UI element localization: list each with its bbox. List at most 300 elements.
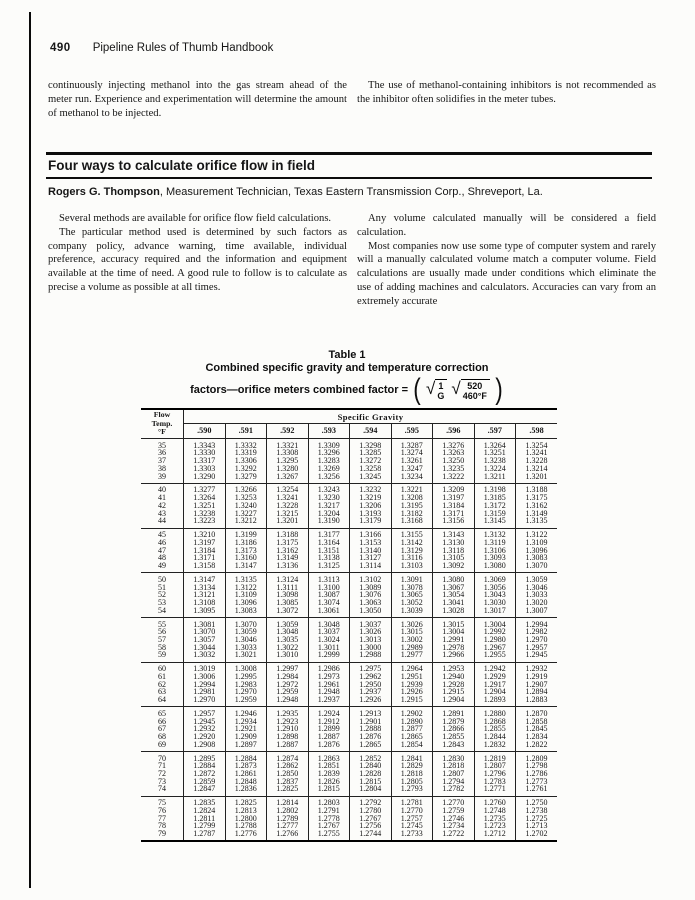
factor-cell: 1.2746 bbox=[433, 815, 475, 823]
factor-cell: 1.3059 bbox=[516, 573, 558, 584]
factor-cell: 1.2972 bbox=[267, 681, 309, 689]
factor-cell: 1.2776 bbox=[225, 830, 267, 841]
factor-cell: 1.3241 bbox=[267, 494, 309, 502]
factor-cell: 1.3083 bbox=[516, 554, 558, 562]
article-paragraph: The particular method used is determined by such factors as company policy, advance warning, time available, individual preference, accuracy required and the information and equipment available at the time of need. A good rule to follow is to calculate as precise a volume as possible at all times. bbox=[48, 226, 347, 293]
factor-cell: 1.3228 bbox=[516, 457, 558, 465]
factor-cell: 1.3155 bbox=[391, 528, 433, 539]
factor-cell: 1.3264 bbox=[184, 494, 226, 502]
factor-cell: 1.2826 bbox=[308, 778, 350, 786]
flow-temp-cell: 65 bbox=[141, 707, 184, 718]
factor-cell: 1.2977 bbox=[391, 651, 433, 662]
factor-cell: 1.2815 bbox=[350, 778, 392, 786]
factor-cell: 1.2884 bbox=[184, 762, 226, 770]
factor-cell: 1.2970 bbox=[225, 688, 267, 696]
factor-cell: 1.3030 bbox=[474, 599, 516, 607]
factor-cell: 1.2818 bbox=[391, 770, 433, 778]
factor-cell: 1.3147 bbox=[225, 562, 267, 573]
factor-cell: 1.3096 bbox=[516, 547, 558, 555]
factor-cell: 1.3201 bbox=[516, 473, 558, 484]
flow-temp-cell: 57 bbox=[141, 636, 184, 644]
table-row-group bbox=[141, 796, 557, 841]
factor-cell: 1.3243 bbox=[308, 483, 350, 494]
factor-cell: 1.2872 bbox=[184, 770, 226, 778]
factor-cell: 1.2957 bbox=[516, 644, 558, 652]
factor-cell: 1.2895 bbox=[184, 752, 226, 763]
factor-cell: 1.3070 bbox=[225, 617, 267, 628]
factor-cell: 1.3267 bbox=[267, 473, 309, 484]
factor-cell: 1.3078 bbox=[391, 584, 433, 592]
factor-cell: 1.3048 bbox=[308, 617, 350, 628]
factor-cell: 1.3026 bbox=[391, 617, 433, 628]
flow-temp-cell: 63 bbox=[141, 688, 184, 696]
factor-cell: 1.3198 bbox=[474, 483, 516, 494]
factor-cell: 1.3159 bbox=[474, 510, 516, 518]
factor-cell: 1.3091 bbox=[391, 573, 433, 584]
table-row-group bbox=[141, 707, 557, 752]
factor-cell: 1.3017 bbox=[474, 607, 516, 618]
factor-cell: 1.2836 bbox=[225, 785, 267, 796]
factor-cell: 1.2761 bbox=[516, 785, 558, 796]
flow-temp-cell: 60 bbox=[141, 662, 184, 673]
factor-cell: 1.3214 bbox=[516, 465, 558, 473]
factor-cell: 1.3296 bbox=[308, 449, 350, 457]
factor-cell: 1.3083 bbox=[225, 607, 267, 618]
factor-cell: 1.2890 bbox=[391, 718, 433, 726]
factor-cell: 1.2942 bbox=[474, 662, 516, 673]
factor-cell: 1.2989 bbox=[391, 644, 433, 652]
factor-cell: 1.2984 bbox=[267, 673, 309, 681]
factor-cell: 1.2901 bbox=[350, 718, 392, 726]
factor-cell: 1.2794 bbox=[433, 778, 475, 786]
flow-temp-cell: 67 bbox=[141, 725, 184, 733]
factor-cell: 1.3093 bbox=[474, 554, 516, 562]
flow-temp-cell: 72 bbox=[141, 770, 184, 778]
factor-cell: 1.3261 bbox=[391, 457, 433, 465]
factor-cell: 1.2755 bbox=[308, 830, 350, 841]
flow-temp-cell: 43 bbox=[141, 510, 184, 518]
factor-cell: 1.3098 bbox=[267, 591, 309, 599]
factor-cell: 1.2792 bbox=[350, 796, 392, 807]
factor-cell: 1.2995 bbox=[225, 673, 267, 681]
factor-cell: 1.2858 bbox=[516, 718, 558, 726]
correction-factor-table-wrap bbox=[141, 408, 557, 842]
factor-cell: 1.3103 bbox=[391, 562, 433, 573]
factor-cell: 1.2920 bbox=[184, 733, 226, 741]
factor-cell: 1.3108 bbox=[184, 599, 226, 607]
factor-cell: 1.2970 bbox=[184, 696, 226, 707]
factor-cell: 1.3206 bbox=[350, 502, 392, 510]
factor-cell: 1.2913 bbox=[350, 707, 392, 718]
factor-cell: 1.2926 bbox=[391, 688, 433, 696]
factor-cell: 1.3015 bbox=[433, 617, 475, 628]
factor-cell: 1.3114 bbox=[350, 562, 392, 573]
factor-cell: 1.3080 bbox=[474, 562, 516, 573]
factor-cell: 1.3037 bbox=[308, 628, 350, 636]
open-paren: ( bbox=[413, 373, 421, 406]
factor-cell: 1.3125 bbox=[308, 562, 350, 573]
fraction-denominator: 460°F bbox=[462, 391, 487, 401]
factor-cell: 1.3227 bbox=[225, 510, 267, 518]
factor-cell: 1.2807 bbox=[474, 762, 516, 770]
flow-temp-cell: 66 bbox=[141, 718, 184, 726]
factor-cell: 1.2904 bbox=[433, 696, 475, 707]
gravity-column-headers bbox=[141, 424, 557, 439]
factor-cell: 1.3138 bbox=[308, 554, 350, 562]
factor-cell: 1.2904 bbox=[474, 688, 516, 696]
factor-cell: 1.2803 bbox=[308, 796, 350, 807]
flow-temp-cell: 70 bbox=[141, 752, 184, 763]
factor-cell: 1.2840 bbox=[350, 762, 392, 770]
factor-cell: 1.2859 bbox=[184, 778, 226, 786]
factor-cell: 1.3143 bbox=[433, 528, 475, 539]
table-row-group bbox=[141, 573, 557, 618]
table-row bbox=[141, 785, 557, 796]
factor-cell: 1.2748 bbox=[474, 807, 516, 815]
table-row-group bbox=[141, 617, 557, 662]
factor-cell: 1.2825 bbox=[225, 796, 267, 807]
factor-cell: 1.2788 bbox=[225, 822, 267, 830]
factor-cell: 1.3221 bbox=[391, 483, 433, 494]
page-number: 490 bbox=[50, 42, 71, 54]
factor-cell: 1.3224 bbox=[474, 465, 516, 473]
factor-cell: 1.3070 bbox=[516, 562, 558, 573]
specific-gravity-span-header: Specific Gravity bbox=[184, 409, 558, 424]
factor-cell: 1.2992 bbox=[474, 628, 516, 636]
factor-cell: 1.3033 bbox=[225, 644, 267, 652]
factor-cell: 1.3197 bbox=[433, 494, 475, 502]
factor-cell: 1.3285 bbox=[350, 449, 392, 457]
factor-cell: 1.2834 bbox=[516, 733, 558, 741]
factor-cell: 1.3081 bbox=[184, 617, 226, 628]
table-head bbox=[141, 409, 557, 439]
factor-cell: 1.2725 bbox=[516, 815, 558, 823]
factor-cell: 1.2884 bbox=[225, 752, 267, 763]
factor-cell: 1.2818 bbox=[433, 762, 475, 770]
factor-cell: 1.3134 bbox=[184, 584, 226, 592]
factor-cell: 1.3074 bbox=[308, 599, 350, 607]
factor-cell: 1.3039 bbox=[391, 607, 433, 618]
factor-cell: 1.2877 bbox=[391, 725, 433, 733]
flow-temp-cell: 35 bbox=[141, 439, 184, 450]
factor-cell: 1.2959 bbox=[225, 696, 267, 707]
factor-cell: 1.2899 bbox=[308, 725, 350, 733]
gravity-column-header: .591 bbox=[225, 424, 267, 439]
factor-cell: 1.3264 bbox=[474, 439, 516, 450]
factor-cell: 1.2883 bbox=[516, 696, 558, 707]
flow-temp-cell: 52 bbox=[141, 591, 184, 599]
factor-cell: 1.3149 bbox=[516, 510, 558, 518]
flow-temp-cell: 47 bbox=[141, 547, 184, 555]
factor-cell: 1.3004 bbox=[433, 628, 475, 636]
factor-cell: 1.2923 bbox=[267, 718, 309, 726]
correction-factor-table bbox=[141, 408, 557, 842]
factor-cell: 1.2973 bbox=[308, 673, 350, 681]
factor-cell: 1.2945 bbox=[184, 718, 226, 726]
table-row-group bbox=[141, 483, 557, 528]
factor-cell: 1.2868 bbox=[474, 718, 516, 726]
factor-cell: 1.2738 bbox=[516, 807, 558, 815]
factor-cell: 1.2910 bbox=[267, 725, 309, 733]
fraction-1 bbox=[435, 379, 447, 402]
factor-cell: 1.2793 bbox=[391, 785, 433, 796]
factor-cell: 1.2796 bbox=[474, 770, 516, 778]
flow-temp-cell: 39 bbox=[141, 473, 184, 484]
gravity-column-header: .592 bbox=[267, 424, 309, 439]
factor-cell: 1.3019 bbox=[184, 662, 226, 673]
table-row bbox=[141, 562, 557, 573]
factor-cell: 1.2934 bbox=[225, 718, 267, 726]
fraction-denominator: G bbox=[437, 391, 445, 401]
flow-temp-cell: 77 bbox=[141, 815, 184, 823]
factor-cell: 1.2961 bbox=[308, 681, 350, 689]
factor-cell: 1.2957 bbox=[184, 707, 226, 718]
factor-cell: 1.2937 bbox=[308, 696, 350, 707]
factor-cell: 1.2770 bbox=[433, 796, 475, 807]
flow-temp-cell: 68 bbox=[141, 733, 184, 741]
table-row bbox=[141, 607, 557, 618]
factor-cell: 1.2964 bbox=[391, 662, 433, 673]
factor-cell: 1.3105 bbox=[433, 554, 475, 562]
factor-cell: 1.3118 bbox=[433, 547, 475, 555]
factor-cell: 1.2844 bbox=[474, 733, 516, 741]
factor-cell: 1.2915 bbox=[391, 696, 433, 707]
factor-cell: 1.3215 bbox=[267, 510, 309, 518]
table-caption-title: Table 1 bbox=[328, 349, 366, 361]
factor-cell: 1.3197 bbox=[184, 539, 226, 547]
factor-cell: 1.3279 bbox=[225, 473, 267, 484]
factor-cell: 1.3212 bbox=[225, 517, 267, 528]
factor-cell: 1.2932 bbox=[516, 662, 558, 673]
flow-temp-cell: 62 bbox=[141, 681, 184, 689]
factor-cell: 1.2759 bbox=[433, 807, 475, 815]
fraction-numerator: 520 bbox=[467, 380, 483, 391]
factor-cell: 1.3330 bbox=[184, 449, 226, 457]
factor-cell: 1.3033 bbox=[516, 591, 558, 599]
formula-prefix: factors—orifice meters combined factor = bbox=[190, 384, 409, 396]
factor-cell: 1.3046 bbox=[225, 636, 267, 644]
factor-cell: 1.2745 bbox=[391, 822, 433, 830]
sqrt-term-2 bbox=[451, 379, 489, 402]
factor-cell: 1.2937 bbox=[350, 688, 392, 696]
flow-temp-cell: 51 bbox=[141, 584, 184, 592]
intro-left-column bbox=[48, 79, 347, 120]
flow-temp-cell: 36 bbox=[141, 449, 184, 457]
factor-cell: 1.2962 bbox=[350, 673, 392, 681]
factor-cell: 1.2893 bbox=[474, 696, 516, 707]
factor-cell: 1.2855 bbox=[433, 733, 475, 741]
factor-cell: 1.3251 bbox=[474, 449, 516, 457]
factor-cell: 1.3204 bbox=[308, 510, 350, 518]
table-row bbox=[141, 741, 557, 752]
factor-cell: 1.2880 bbox=[474, 707, 516, 718]
factor-cell: 1.3287 bbox=[391, 439, 433, 450]
factor-cell: 1.3065 bbox=[391, 591, 433, 599]
flow-temp-cell: 79 bbox=[141, 830, 184, 841]
factor-cell: 1.3158 bbox=[184, 562, 226, 573]
factor-cell: 1.3147 bbox=[184, 573, 226, 584]
factor-cell: 1.2926 bbox=[350, 696, 392, 707]
factor-cell: 1.3298 bbox=[350, 439, 392, 450]
factor-cell: 1.2829 bbox=[391, 762, 433, 770]
table-caption-subtitle: Combined specific gravity and temperature correction bbox=[205, 362, 489, 374]
factor-cell: 1.3254 bbox=[267, 483, 309, 494]
factor-cell: 1.2935 bbox=[267, 707, 309, 718]
factor-cell: 1.3041 bbox=[433, 599, 475, 607]
factor-cell: 1.3085 bbox=[267, 599, 309, 607]
factor-cell: 1.2780 bbox=[350, 807, 392, 815]
factor-cell: 1.2861 bbox=[225, 770, 267, 778]
factor-cell: 1.3010 bbox=[267, 651, 309, 662]
factor-cell: 1.3258 bbox=[350, 465, 392, 473]
table-row bbox=[141, 517, 557, 528]
factor-cell: 1.2940 bbox=[433, 673, 475, 681]
factor-cell: 1.3321 bbox=[267, 439, 309, 450]
factor-cell: 1.3028 bbox=[433, 607, 475, 618]
sqrt-symbol: √ bbox=[451, 378, 461, 398]
factor-cell: 1.3096 bbox=[225, 599, 267, 607]
factor-cell: 1.3162 bbox=[516, 502, 558, 510]
factor-cell: 1.2722 bbox=[433, 830, 475, 841]
factor-cell: 1.2825 bbox=[267, 785, 309, 796]
factor-cell: 1.3245 bbox=[350, 473, 392, 484]
factor-cell: 1.3007 bbox=[516, 607, 558, 618]
factor-cell: 1.3124 bbox=[267, 573, 309, 584]
factor-cell: 1.2981 bbox=[184, 688, 226, 696]
factor-cell: 1.2888 bbox=[350, 725, 392, 733]
factor-cell: 1.2950 bbox=[350, 681, 392, 689]
factor-cell: 1.2702 bbox=[516, 830, 558, 841]
factor-cell: 1.3070 bbox=[184, 628, 226, 636]
factor-cell: 1.3201 bbox=[267, 517, 309, 528]
factor-cell: 1.3116 bbox=[391, 554, 433, 562]
factor-cell: 1.2924 bbox=[308, 707, 350, 718]
factor-cell: 1.2723 bbox=[474, 822, 516, 830]
factor-cell: 1.3175 bbox=[267, 539, 309, 547]
factor-cell: 1.2713 bbox=[516, 822, 558, 830]
page-edge-scan-line bbox=[29, 12, 31, 888]
factor-cell: 1.3193 bbox=[350, 510, 392, 518]
factor-cell: 1.2851 bbox=[308, 762, 350, 770]
factor-cell: 1.2767 bbox=[308, 822, 350, 830]
article-left-column bbox=[48, 212, 347, 309]
factor-cell: 1.2799 bbox=[184, 822, 226, 830]
factor-cell: 1.2734 bbox=[433, 822, 475, 830]
factor-cell: 1.3008 bbox=[225, 662, 267, 673]
factor-cell: 1.3266 bbox=[225, 483, 267, 494]
factor-cell: 1.3186 bbox=[225, 539, 267, 547]
factor-cell: 1.3026 bbox=[350, 628, 392, 636]
factor-cell: 1.3136 bbox=[267, 562, 309, 573]
factor-cell: 1.2855 bbox=[474, 725, 516, 733]
factor-cell: 1.3119 bbox=[474, 539, 516, 547]
close-paren: ) bbox=[495, 373, 503, 406]
factor-cell: 1.3020 bbox=[516, 599, 558, 607]
factor-cell: 1.2955 bbox=[474, 651, 516, 662]
flow-temp-cell: 49 bbox=[141, 562, 184, 573]
factor-cell: 1.2822 bbox=[516, 741, 558, 752]
factor-cell: 1.2735 bbox=[474, 815, 516, 823]
factor-cell: 1.3223 bbox=[184, 517, 226, 528]
table-caption-formula bbox=[97, 375, 597, 405]
gravity-column-header: .595 bbox=[391, 424, 433, 439]
factor-cell: 1.3063 bbox=[350, 599, 392, 607]
factor-cell: 1.3277 bbox=[184, 483, 226, 494]
factor-cell: 1.3013 bbox=[350, 636, 392, 644]
factor-cell: 1.2865 bbox=[350, 741, 392, 752]
factor-cell: 1.3095 bbox=[184, 607, 226, 618]
flow-temp-cell: 61 bbox=[141, 673, 184, 681]
factor-cell: 1.3032 bbox=[184, 651, 226, 662]
factor-cell: 1.3111 bbox=[267, 584, 309, 592]
fraction-numerator: 1 bbox=[438, 380, 444, 391]
page-header bbox=[50, 42, 650, 54]
factor-cell: 1.3228 bbox=[267, 502, 309, 510]
factor-cell: 1.2928 bbox=[433, 681, 475, 689]
intro-left-paragraph: continuously injecting methanol into the gas stream ahead of the meter run. Experience and experimentation will determine the amount of methanol to be injected. bbox=[48, 80, 347, 119]
gravity-column-header: .594 bbox=[350, 424, 392, 439]
factor-cell: 1.3142 bbox=[391, 539, 433, 547]
flow-temp-cell: 53 bbox=[141, 599, 184, 607]
factor-cell: 1.3080 bbox=[433, 573, 475, 584]
factor-cell: 1.2848 bbox=[225, 778, 267, 786]
factor-cell: 1.2800 bbox=[225, 815, 267, 823]
factor-cell: 1.3057 bbox=[184, 636, 226, 644]
factor-cell: 1.2908 bbox=[184, 741, 226, 752]
flow-temp-cell: 64 bbox=[141, 696, 184, 707]
flow-temp-cell: 55 bbox=[141, 617, 184, 628]
factor-cell: 1.3130 bbox=[433, 539, 475, 547]
factor-cell: 1.3241 bbox=[516, 449, 558, 457]
factor-cell: 1.2804 bbox=[350, 785, 392, 796]
factor-cell: 1.3109 bbox=[225, 591, 267, 599]
flow-temp-cell: 71 bbox=[141, 762, 184, 770]
section-rule-top bbox=[46, 152, 652, 155]
author-role: , Measurement Technician, Texas Eastern Transmission Corp., Shreveport, La. bbox=[159, 186, 543, 198]
factor-cell: 1.3250 bbox=[433, 457, 475, 465]
factor-cell: 1.3024 bbox=[308, 636, 350, 644]
factor-cell: 1.3171 bbox=[433, 510, 475, 518]
gravity-column-header: .598 bbox=[516, 424, 558, 439]
factor-cell: 1.2997 bbox=[267, 662, 309, 673]
factor-cell: 1.3195 bbox=[391, 502, 433, 510]
factor-cell: 1.2912 bbox=[308, 718, 350, 726]
factor-cell: 1.3069 bbox=[474, 573, 516, 584]
factor-cell: 1.3087 bbox=[308, 591, 350, 599]
factor-cell: 1.3240 bbox=[225, 502, 267, 510]
factor-cell: 1.2898 bbox=[267, 733, 309, 741]
factor-cell: 1.2948 bbox=[267, 696, 309, 707]
row-header-flow-temp: Flow Temp. °F bbox=[141, 409, 184, 439]
factor-cell: 1.2939 bbox=[391, 681, 433, 689]
factor-cell: 1.2805 bbox=[391, 778, 433, 786]
table-row-group bbox=[141, 752, 557, 797]
factor-cell: 1.2789 bbox=[267, 815, 309, 823]
factor-cell: 1.2712 bbox=[474, 830, 516, 841]
factor-cell: 1.3149 bbox=[267, 554, 309, 562]
factor-cell: 1.2951 bbox=[391, 673, 433, 681]
table-row-group bbox=[141, 528, 557, 573]
factor-cell: 1.2986 bbox=[308, 662, 350, 673]
flow-temp-cell: 54 bbox=[141, 607, 184, 618]
factor-cell: 1.2832 bbox=[474, 741, 516, 752]
factor-cell: 1.2786 bbox=[516, 770, 558, 778]
factor-cell: 1.2852 bbox=[350, 752, 392, 763]
factor-cell: 1.3132 bbox=[474, 528, 516, 539]
factor-cell: 1.2854 bbox=[391, 741, 433, 752]
factor-cell: 1.2887 bbox=[308, 733, 350, 741]
factor-cell: 1.2837 bbox=[267, 778, 309, 786]
